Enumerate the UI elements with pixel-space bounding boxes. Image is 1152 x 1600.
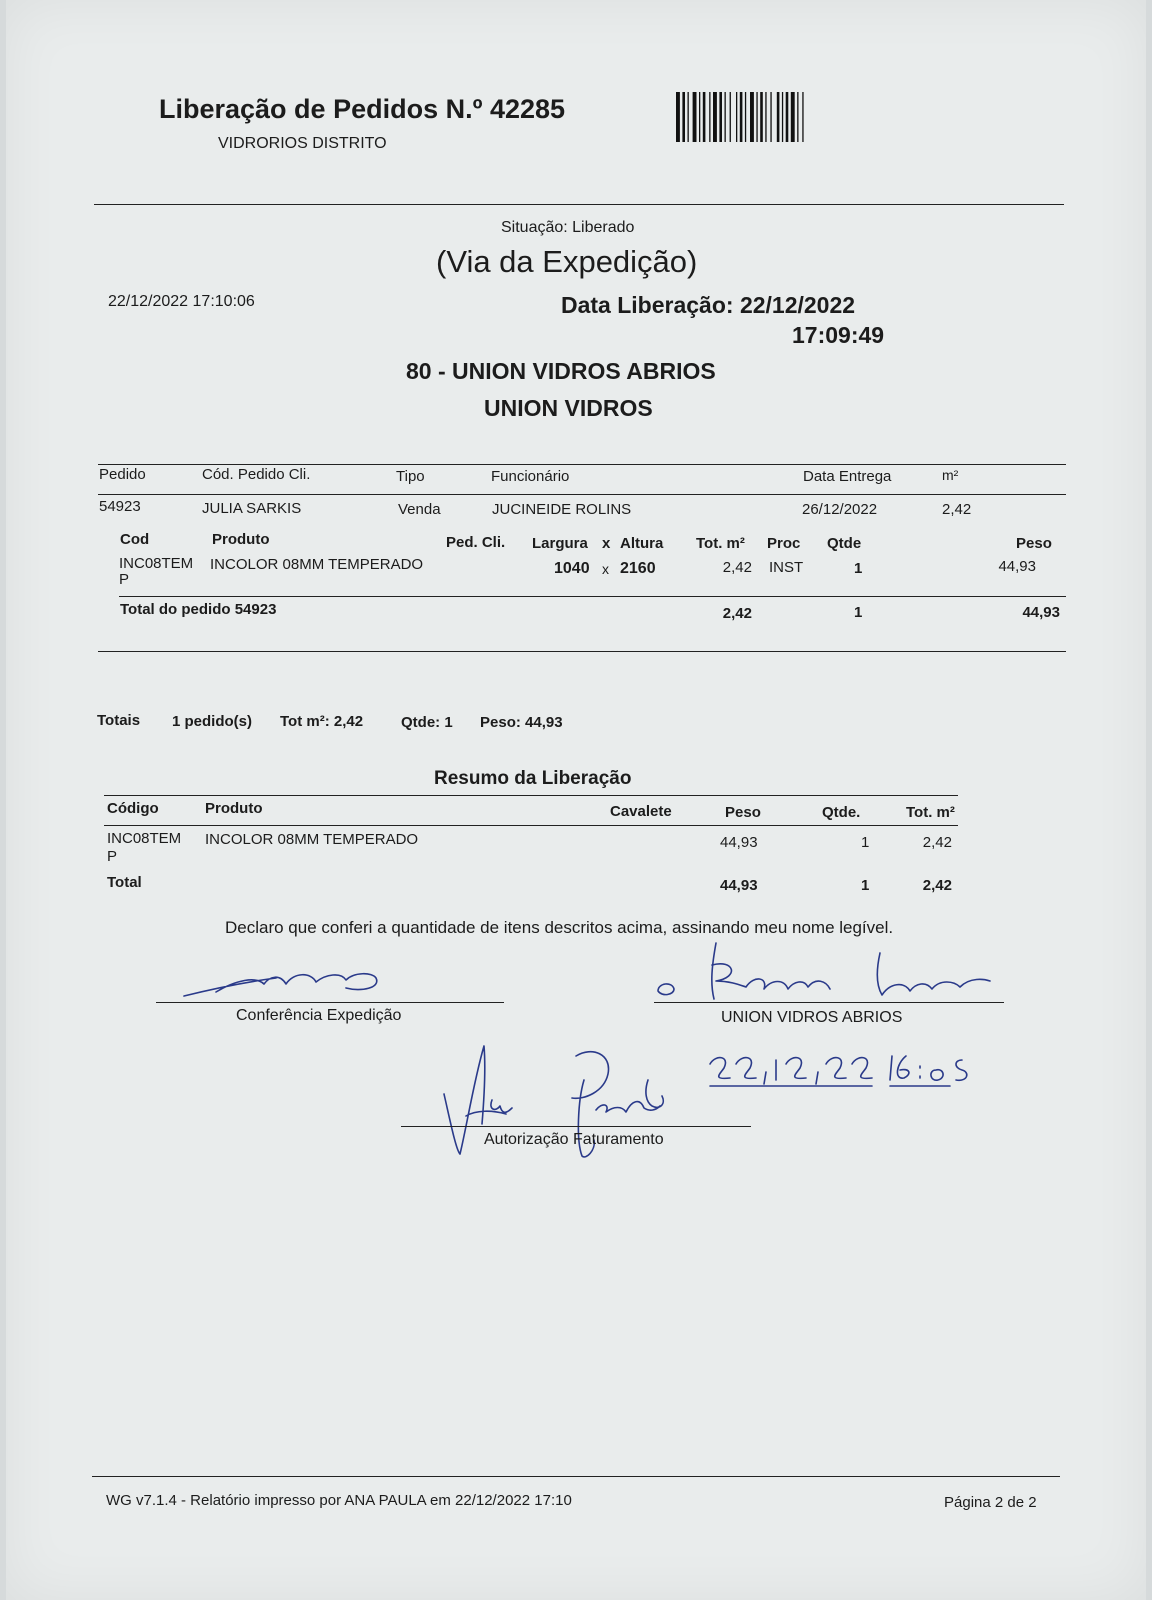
summary-produto: INCOLOR 08MM TEMPERADO [205, 831, 419, 848]
cell-cod-pedido-cli: JULIA SARKIS [202, 500, 302, 517]
barcode [674, 92, 844, 144]
totals-peso: Peso: 44,93 [480, 714, 563, 731]
col-header-funcionario: Funcionário [491, 468, 570, 485]
item-tot-m2: 2,42 [722, 559, 752, 576]
divider [119, 596, 1066, 597]
divider [104, 825, 958, 826]
summary-header-codigo: Código [107, 800, 159, 817]
col-header-pedido: Pedido [99, 466, 146, 483]
item-proc: INST [769, 559, 804, 576]
item-header-proc: Proc [767, 535, 801, 552]
summary-header-produto: Produto [205, 800, 263, 817]
summary-codigo-line2: P [107, 848, 118, 865]
item-largura: 1040 [554, 560, 590, 577]
summary-total-qtde: 1 [861, 877, 870, 894]
release-date: Data Liberação: 22/12/2022 [561, 292, 856, 318]
item-cod-line1: INC08TEM [119, 555, 194, 572]
footer-page-number: Página 2 de 2 [944, 1494, 1037, 1511]
totals-m2: Tot m²: 2,42 [280, 713, 364, 730]
item-altura: 2160 [620, 560, 656, 577]
release-time: 17:09:49 [792, 322, 885, 348]
client-code-name: 80 - UNION VIDROS ABRIOS [406, 358, 716, 384]
col-header-cod-pedido-cli: Cód. Pedido Cli. [202, 466, 311, 483]
item-header-altura: Altura [620, 535, 664, 552]
summary-total-peso: 44,93 [720, 877, 758, 894]
order-total-m2: 2,42 [722, 605, 752, 622]
summary-codigo-line1: INC08TEM [107, 830, 182, 847]
cell-m2: 2,42 [942, 501, 972, 518]
signature-line-client [654, 1002, 1004, 1003]
item-header-produto: Produto [212, 531, 270, 548]
item-cod-line2: P [119, 571, 130, 588]
item-qtde: 1 [854, 560, 863, 577]
signature-label-client: UNION VIDROS ABRIOS [721, 1009, 903, 1026]
item-header-largura: Largura [532, 535, 588, 552]
summary-peso: 44,93 [720, 834, 758, 851]
cell-funcionario: JUCINEIDE ROLINS [492, 501, 632, 518]
footer-print-info: WG v7.1.4 - Relatório impresso por ANA PAULA em 22/12/2022 17:10 [106, 1492, 572, 1509]
item-peso: 44,93 [998, 558, 1036, 575]
col-header-m2: m² [942, 467, 959, 483]
summary-qtde: 1 [861, 834, 870, 851]
document-page [6, 0, 1146, 1600]
item-header-peso: Peso [1016, 535, 1052, 552]
footer-divider [92, 1476, 1060, 1477]
summary-total-tot-m2: 2,42 [922, 877, 952, 894]
summary-title: Resumo da Liberação [434, 768, 632, 789]
divider [98, 651, 1066, 652]
order-total-peso: 44,93 [1022, 604, 1060, 621]
col-header-data-entrega: Data Entrega [803, 468, 892, 485]
divider [98, 464, 1066, 465]
client-short-name: UNION VIDROS [484, 395, 653, 421]
summary-total-label: Total [107, 874, 142, 891]
item-produto: INCOLOR 08MM TEMPERADO [210, 556, 424, 573]
summary-header-peso: Peso [725, 804, 761, 821]
summary-header-qtde: Qtde. [822, 804, 861, 821]
col-header-tipo: Tipo [396, 468, 425, 485]
cell-tipo: Venda [398, 501, 441, 518]
item-x: x [602, 561, 609, 577]
company-name: VIDRORIOS DISTRITO [218, 135, 387, 152]
item-header-tot-m2: Tot. m² [696, 535, 745, 552]
totals-pedidos: 1 pedido(s) [172, 713, 253, 730]
cell-pedido: 54923 [99, 498, 141, 515]
situation-status: Situação: Liberado [501, 219, 635, 236]
summary-header-cavalete: Cavalete [610, 803, 672, 820]
totals-label: Totais [97, 712, 141, 729]
copy-type: (Via da Expedição) [436, 244, 698, 279]
summary-header-tot-m2: Tot. m² [906, 804, 955, 821]
document-title: Liberação de Pedidos N.º 42285 [159, 94, 566, 124]
handwritten-signature-expedicao [176, 958, 396, 1003]
handwritten-signature-client [654, 935, 1004, 1005]
order-total-qtde: 1 [854, 604, 863, 621]
signature-line-expedicao [156, 1002, 504, 1003]
totals-qtde: Qtde: 1 [401, 714, 453, 731]
signature-line-faturamento [401, 1126, 751, 1127]
divider [104, 795, 958, 796]
item-header-x: x [602, 535, 611, 552]
divider [94, 204, 1064, 205]
declaration-text: Declaro que conferi a quantidade de itens descritos acima, assinando meu nome legível. [225, 918, 894, 937]
cell-data-entrega: 26/12/2022 [802, 501, 878, 518]
signature-label-faturamento: Autorização Faturamento [484, 1131, 664, 1148]
handwritten-date [706, 1050, 1006, 1090]
item-header-cod: Cod [120, 531, 150, 548]
divider [98, 494, 1066, 495]
signature-label-expedicao: Conferência Expedição [236, 1007, 402, 1024]
printed-timestamp: 22/12/2022 17:10:06 [108, 293, 255, 310]
order-total-label: Total do pedido 54923 [120, 601, 277, 618]
summary-tot-m2: 2,42 [922, 834, 952, 851]
item-header-ped-cli: Ped. Cli. [446, 534, 506, 551]
item-header-qtde: Qtde [827, 535, 862, 552]
